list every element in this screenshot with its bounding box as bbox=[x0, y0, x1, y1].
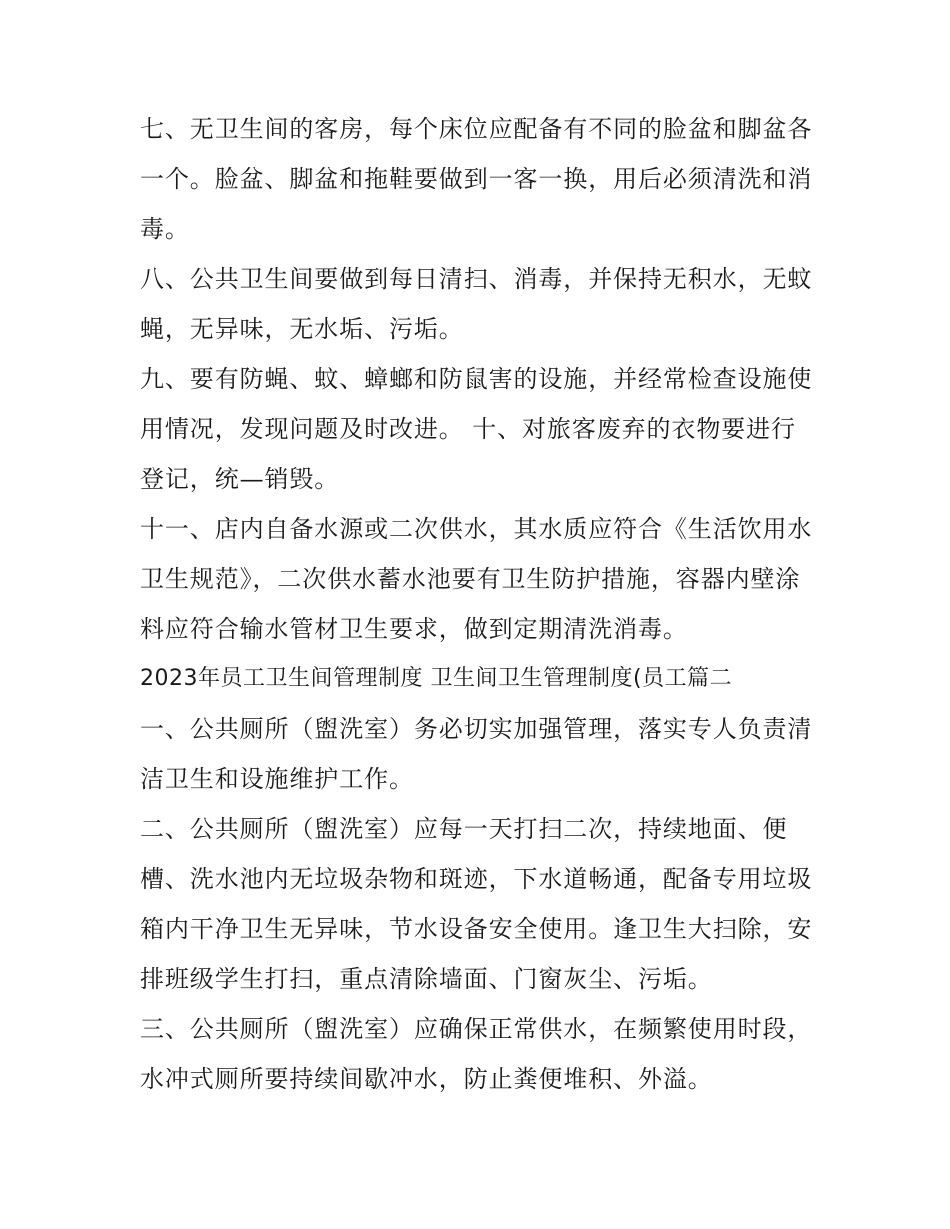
paragraph-item-11: 十一、店内自备水源或二次供水，其水质应符合《生活饮用水卫生规范》，二次供水蓄水池要有卫生防护措施，容器内壁涂料应符合输水管材卫生要求，做到定期清洗消毒。 bbox=[140, 515, 813, 643]
section-title: 2023年员工卫生间管理制度 卫生间卫生管理制度(员工篇二 bbox=[140, 666, 733, 691]
paragraph-item-1: 一、公共厕所（盥洗室）务必切实加强管理，落实专人负责清洁卫生和设施维护工作。 bbox=[140, 715, 813, 793]
paragraph-item-8: 八、公共卫生间要做到每日清扫、消毒，并保持无积水，无蚊蝇，无异味，无水垢、污垢。 bbox=[140, 265, 813, 343]
paragraph-item-3: 三、公共厕所（盥洗室）应确保正常供水，在频繁使用时段，水冲式厕所要持续间歇冲水，防止粪便堆积、外溢。 bbox=[140, 1015, 813, 1093]
paragraph-item-2: 二、公共厕所（盥洗室）应每一天打扫二次，持续地面、便槽、洗水池内无垃圾杂物和斑迹，下水道畅通，配备专用垃圾箱内干净卫生无异味，节水设备安全使用。逢卫生大扫除，安排班级学生打扫，重点清除墙面、门窗灰尘、污垢。 bbox=[140, 815, 813, 993]
paragraph-item-9-10: 九、要有防蝇、蚊、蟑螂和防鼠害的设施，并经常检查设施使用情况，发现问题及时改进。 十、对旅客废弃的衣物要进行登记，统—销毁。 bbox=[140, 365, 813, 493]
paragraph-item-7: 七、无卫生间的客房，每个床位应配备有不同的脸盆和脚盆各一个。脸盆、脚盆和拖鞋要做到一客一换，用后必须清洗和消毒。 bbox=[140, 115, 813, 243]
document-page bbox=[140, 104, 820, 1104]
